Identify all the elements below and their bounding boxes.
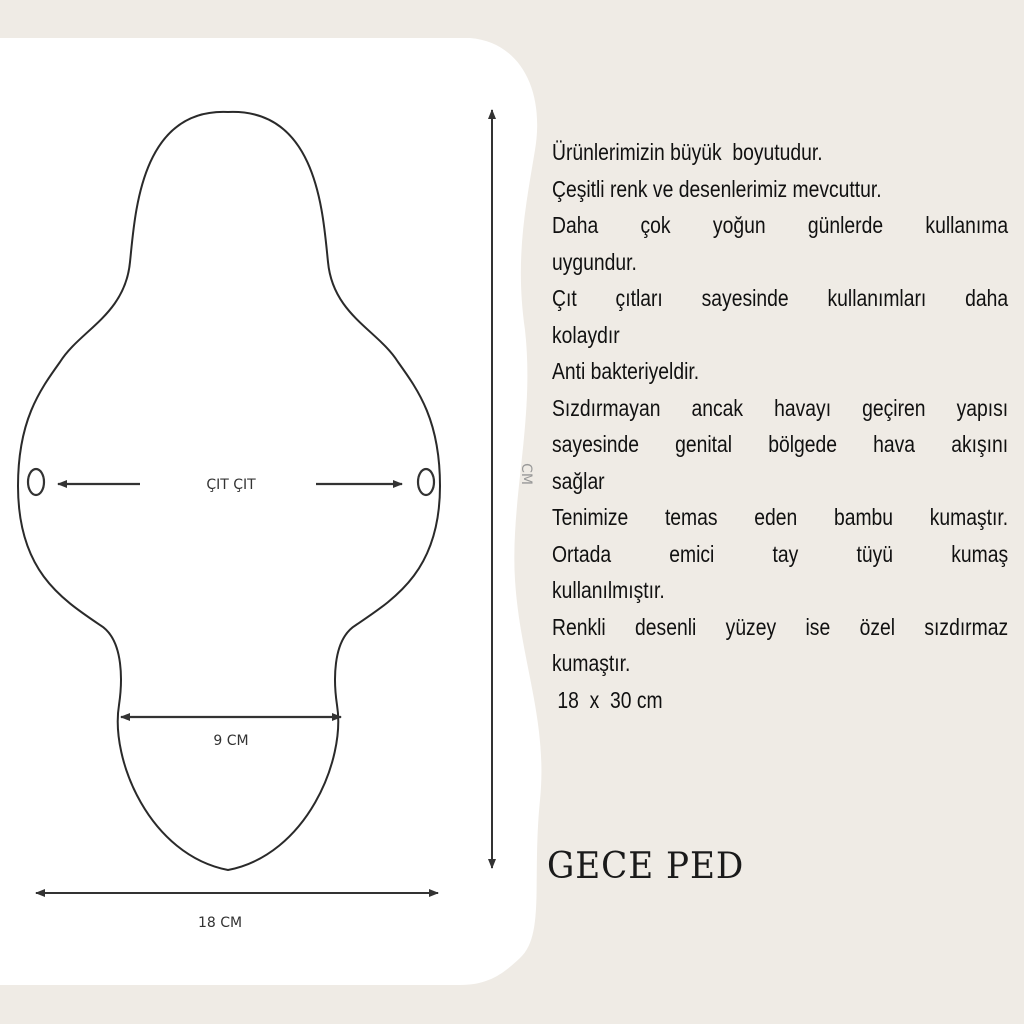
description-line: Renkli desenli yüzey ise özel sızdırmaz bbox=[552, 613, 1009, 640]
description-line: Tenimize temas eden bambu kumaştır. bbox=[552, 504, 1009, 530]
description-line: kullanılmıştır. bbox=[552, 577, 665, 603]
height-label: CM bbox=[518, 463, 534, 485]
description-line: Çıt çıtları sayesinde kullanımları daha bbox=[552, 285, 1009, 311]
product-description bbox=[552, 134, 1009, 718]
description-line: Çeşitli renk ve desenlerimiz mevcuttur. bbox=[552, 175, 882, 202]
description-line: kumaştır. bbox=[552, 650, 631, 676]
description-line: Daha çok yoğun günlerde kullanıma bbox=[552, 212, 1009, 238]
outer-width-label: 18 CM bbox=[197, 915, 243, 931]
snap-label: ÇIT ÇIT bbox=[206, 477, 256, 493]
inner-width-label: 9 CM bbox=[213, 733, 249, 749]
product-title: GECE PED bbox=[547, 846, 745, 887]
description-line: Sızdırmayan ancak havayı geçiren yapısı bbox=[552, 394, 1009, 421]
white-panel bbox=[0, 38, 541, 985]
description-line: Anti bakteriyeldir. bbox=[552, 358, 700, 384]
description-line: Ortada emici tay tüyü kumaş bbox=[552, 540, 1009, 567]
description-line: sağlar bbox=[552, 467, 605, 494]
description-line: uygundur. bbox=[552, 248, 637, 275]
description-line: Ürünlerimizin büyük boyutudur. bbox=[552, 139, 823, 165]
description-line: kolaydır bbox=[552, 321, 620, 348]
description-line: 18 x 30 cm bbox=[552, 686, 663, 713]
description-line: sayesinde genital bölgede hava akışını bbox=[552, 431, 1009, 457]
